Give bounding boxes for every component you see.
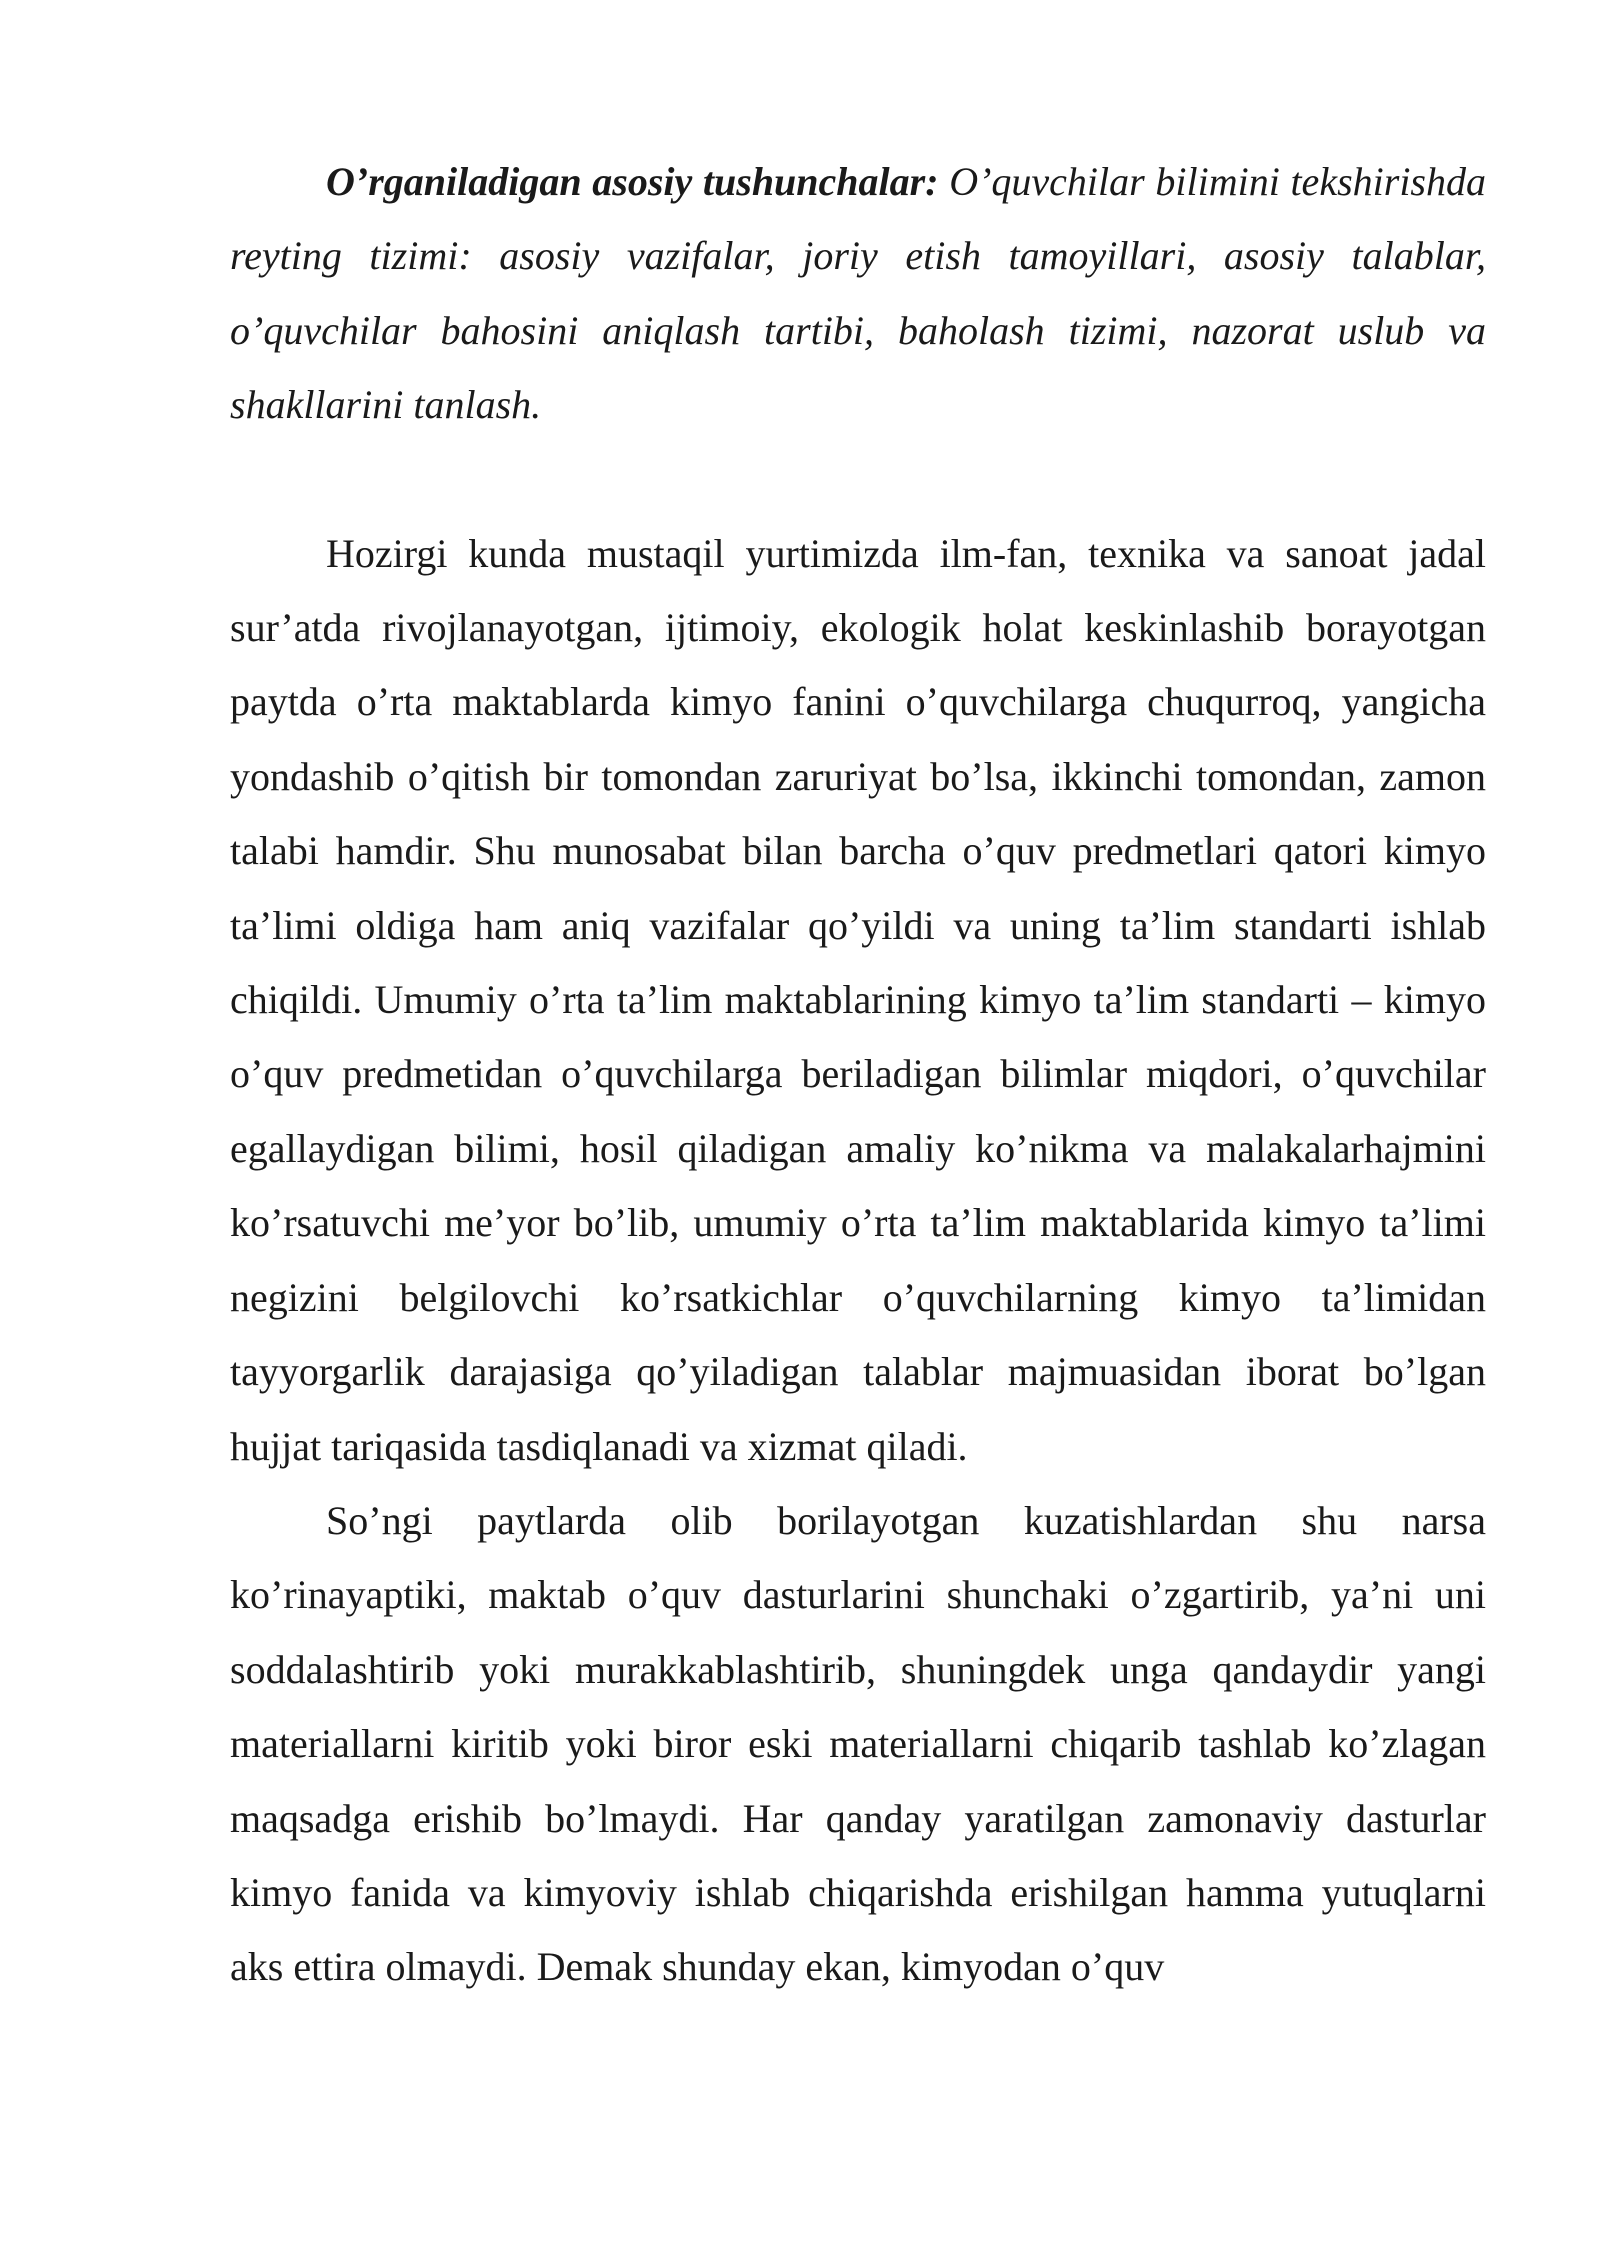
- intro-lead: O’rganiladigan asosiy tushunchalar:: [326, 159, 939, 204]
- body-paragraph-1: Hozirgi kunda mustaqil yurtimizda ilm-fan, texnika va sanoat jadal sur’atda rivojlanayotgan, ijtimoiy, ekologik holat keskinlashib borayotgan paytda o’rta maktablarda kimyo fanini o’quvchilarga chuqurroq, yangicha yondashib o’qitish bir tomondan zaruriyat bo’lsa, ikkinchi tomondan, zamon talabi hamdir. Shu munosabat bilan barcha o’quv predmetlari qatori kimyo ta’limi oldiga ham aniq vazifalar qo’yildi va uning ta’lim standarti ishlab chiqildi. Umumiy o’rta ta’lim maktablarining kimyo ta’lim standarti – kimyo o’quv predmetidan o’quvchilarga beriladigan bilimlar miqdori, o’quvchilar egallaydigan bilimi, hosil qiladigan amaliy ko’nikma va malakalarhajmini ko’rsatuvchi me’yor bo’lib, umumiy o’rta ta’lim maktablarida kimyo ta’limi negizini belgilovchi ko’rsatkichlar o’quvchilarning kimyo ta’limidan tayyorgarlik darajasiga qo’yiladigan talablar majmuasidan iborat bo’lgan hujjat tariqasida tasdiqlanadi va xizmat qiladi.: [230, 530, 1486, 1469]
- document-body: [230, 145, 1486, 2005]
- paragraph-spacer: [230, 443, 1486, 517]
- intro-text: O’quvchilar bilimini tekshirishda reyting tizimi: asosiy vazifalar, joriy etish tamoyillari, asosiy talablar, o’quvchilar bahosini aniqlash tartibi, baholash tizimi, nazorat uslub va shakllarini tanlash.: [230, 159, 1486, 428]
- intro-paragraph: [230, 145, 1486, 443]
- body-paragraph-2: So’ngi paytlarda olib borilayotgan kuzatishlardan shu narsa ko’rinayaptiki, maktab o’quv dasturlarini shunchaki o’zgartirib, ya’ni uni soddalashtirib yoki murakkablashtirib, shuningdek unga qandaydir yangi materiallarni kiritib yoki biror eski materiallarni chiqarib tashlab ko’zlagan maqsadga erishib bo’lmaydi. Har qanday yaratilgan zamonaviy dasturlar kimyo fanida va kimyoviy ishlab chiqarishda erishilgan hamma yutuqlarni aks ettira olmaydi. Demak shunday ekan, kimyodan o’quv: [230, 1497, 1486, 1990]
